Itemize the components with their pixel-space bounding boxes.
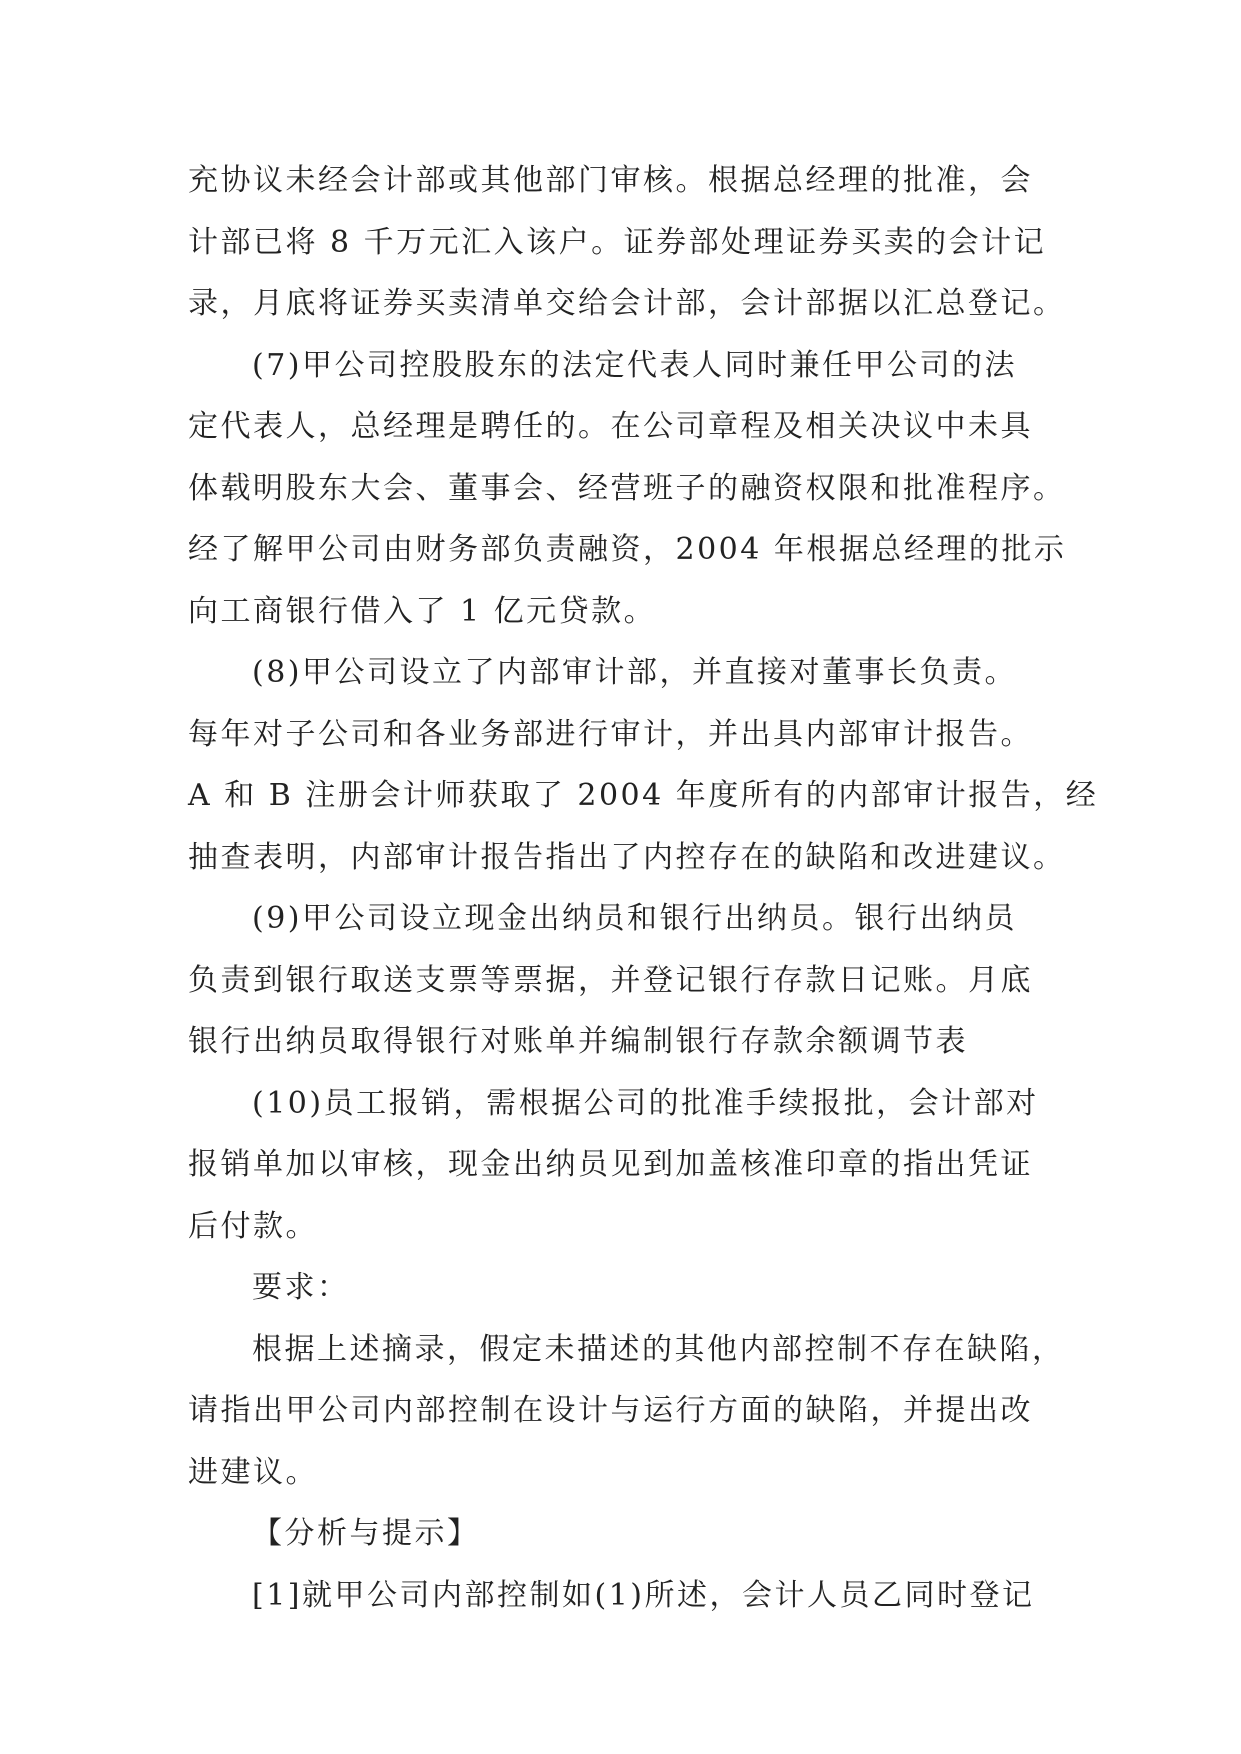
text-line: 经了解甲公司由财务部负责融资，2004 年根据总经理的批示 [188,532,1067,567]
text-line: 负责到银行取送支票等票据，并登记银行存款日记账。月底 [188,962,1033,998]
text-line: 后付款。 [188,1208,318,1244]
text-line: 计部已将 8 千万元汇入该户。证券部处理证券买卖的会计记 [188,224,1047,260]
section-heading: 【分析与提示】 [252,1516,480,1551]
text-line: 体载明股东大会、董事会、经营班子的融资权限和批准程序。 [188,470,1066,506]
text-line: 根据上述摘录，假定未描述的其他内部控制不存在缺陷， [252,1331,1065,1367]
text-line: 每年对子公司和各业务部进行审计，并出具内部审计报告。 [188,716,1033,752]
text-line: 银行出纳员取得银行对账单并编制银行存款余额调节表 [188,1024,968,1059]
text-line: 请指出甲公司内部控制在设计与运行方面的缺陷，并提出改 [188,1393,1033,1428]
text-line: A 和 B 注册会计师获取了 2004 年度所有的内部审计报告，经 [188,778,1099,813]
text-line: (8)甲公司设立了内部审计部，并直接对董事长负责。 [252,655,1017,690]
text-line: 进建议。 [188,1454,318,1490]
text-line: 抽查表明，内部审计报告指出了内控存在的缺陷和改进建议。 [188,839,1066,875]
text-line: 录，月底将证券买卖清单交给会计部，会计部据以汇总登记。 [188,286,1066,321]
text-line: (9)甲公司设立现金出纳员和银行出纳员。银行出纳员 [252,901,1017,936]
text-line: 向工商银行借入了 1 亿元贷款。 [188,593,657,629]
text-line: 报销单加以审核，现金出纳员见到加盖核准印章的指出凭证 [188,1147,1033,1182]
text-line: 充协议未经会计部或其他部门审核。根据总经理的批准，会 [188,163,1033,198]
document-body [188,150,1099,1626]
text-line: 定代表人，总经理是聘任的。在公司章程及相关决议中未具 [188,409,1033,444]
section-heading: 要求： [252,1270,350,1305]
text-line: [1]就甲公司内部控制如(1)所述，会计人员乙同时登记 [252,1577,1035,1613]
text-line: (10)员工报销，需根据公司的批准手续报批，会计部对 [252,1085,1039,1121]
text-line: (7)甲公司控股股东的法定代表人同时兼任甲公司的法 [252,347,1017,383]
